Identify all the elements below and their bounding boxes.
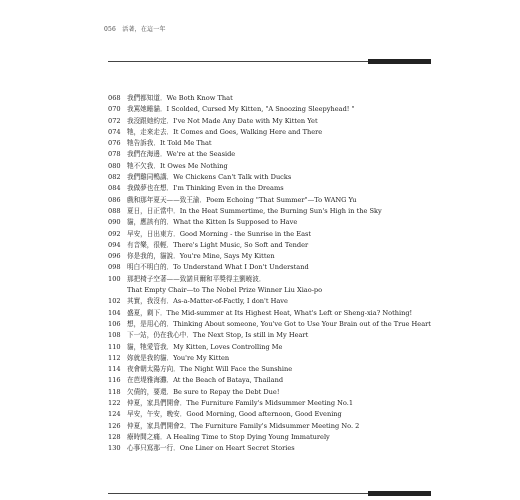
toc-title: 你是我的，貓說．You're Mine, Says My Kitten bbox=[127, 252, 275, 261]
toc-title: 仲夏，家具們開會．The Furniture Family's Midsummer Meeting No.1 bbox=[127, 399, 354, 408]
toc-entry bbox=[108, 432, 438, 443]
toc-page-number: 126 bbox=[108, 421, 121, 430]
toc-page-number: 106 bbox=[108, 319, 121, 328]
top-rule-accent bbox=[368, 59, 431, 64]
toc-page-number: 098 bbox=[108, 263, 121, 272]
toc-title-continued: That Empty Chair—to The Nobel Prize Winner Liu Xiao-po bbox=[127, 286, 323, 295]
toc-entry bbox=[108, 138, 438, 149]
toc-title: 盛夏，剩下．The Mid-summer at Its Highest Heat, What's Left or Sheng-xia? Nothing! bbox=[127, 308, 413, 317]
toc-page-number: 108 bbox=[108, 331, 121, 340]
toc-title: 我做夢也在想．I'm Thinking Even in the Dreams bbox=[127, 184, 284, 193]
toc-entry bbox=[108, 229, 438, 240]
toc-page-number: 078 bbox=[108, 150, 121, 159]
toc-title: 心事只寫那一行．One Liner on Heart Secret Stories bbox=[127, 444, 295, 453]
toc-page-number: 070 bbox=[108, 105, 121, 114]
toc-title: 仲夏，家具們開會2．The Furniture Family's Midsummer Meeting No. 2 bbox=[127, 421, 360, 430]
toc-title: 下一站，仍在我心中．The Next Stop, Is still in My Heart bbox=[127, 331, 309, 340]
toc-page-number: 118 bbox=[108, 387, 121, 396]
toc-title: 明白不明白的．To Understand What I Don't Understand bbox=[127, 263, 309, 272]
toc-entry bbox=[108, 161, 438, 172]
toc-title: 妳就是我的貓．You're My Kitten bbox=[127, 353, 230, 362]
toc-title: 我們都知道．We Both Know That bbox=[127, 94, 233, 102]
toc-page-number: 100 bbox=[108, 274, 121, 283]
toc-page-number: 114 bbox=[108, 365, 121, 374]
toc-entry bbox=[108, 398, 438, 409]
toc-title: 貓，應該有的．What the Kitten Is Supposed to Have bbox=[127, 218, 298, 227]
toc-page-number: 090 bbox=[108, 218, 121, 227]
toc-page-number: 082 bbox=[108, 173, 121, 182]
toc-page-number: 074 bbox=[108, 127, 121, 136]
toc-title: 我沒跟她約定．I've Not Made Any Date with My Kitten Yet bbox=[127, 116, 318, 125]
toc-page-number: 112 bbox=[108, 353, 121, 362]
toc-entry bbox=[108, 296, 438, 307]
toc-title: 欠債的，要還．Be sure to Repay the Debt Due! bbox=[127, 387, 280, 396]
toc-entry bbox=[108, 251, 438, 262]
toc-page-number: 080 bbox=[108, 161, 121, 170]
toc-title: 那把椅子空著——致諾貝爾和平獎得主劉曉波． bbox=[127, 274, 266, 283]
toc-title: 牠，走來走去．It Comes and Goes, Walking Here and There bbox=[127, 127, 323, 136]
toc-title: 療時間之痛．A Healing Time to Stop Dying Young Immaturely bbox=[127, 432, 330, 441]
toc-entry bbox=[108, 319, 438, 330]
toc-entry bbox=[108, 342, 438, 353]
toc-entry bbox=[108, 127, 438, 138]
toc-title: 我們雞同鴨講．We Chickens Can't Talk with Ducks bbox=[127, 173, 292, 182]
toc-title: 夜會朝太陽方向．The Night Will Face the Sunshine bbox=[127, 365, 293, 374]
toc-page-number: 128 bbox=[108, 432, 121, 441]
running-header: 056 活著，在這一年 bbox=[104, 26, 166, 33]
toc-entry bbox=[108, 308, 438, 319]
toc-title: 有音樂，很輕．There's Light Music, So Soft and Tender bbox=[127, 240, 309, 249]
toc-page-number: 116 bbox=[108, 376, 121, 385]
toc-entry bbox=[108, 195, 438, 206]
toc-entry bbox=[108, 206, 438, 217]
toc-page-number: 072 bbox=[108, 116, 121, 125]
toc-title: 早安，日出東方．Good Morning - the Sunrise in the East bbox=[127, 229, 312, 238]
toc-title: 早安，午安，晚安．Good Morning, Good afternoon, Good Evening bbox=[127, 410, 342, 419]
toc-title: 我們在海邊．We're at the Seaside bbox=[127, 150, 236, 159]
toc-title: 牠不欠我．It Owes Me Nothing bbox=[127, 161, 228, 170]
toc-entry bbox=[108, 443, 438, 454]
toc-page-number: 068 bbox=[108, 94, 121, 102]
toc-page-number: 122 bbox=[108, 399, 121, 408]
toc-page-number: 102 bbox=[108, 297, 121, 306]
toc-page-number: 092 bbox=[108, 229, 121, 238]
toc-page-number: 104 bbox=[108, 308, 121, 317]
toc-title: 其實，我沒有．As-a-Matter-of-Factly, I don't Have bbox=[127, 297, 288, 306]
toc-entry bbox=[108, 262, 438, 273]
toc-entry bbox=[108, 353, 438, 364]
toc-entry-continuation bbox=[108, 285, 438, 296]
toc-title: 戲和那年夏天——致王渝．Poem Echoing "That Summer"—To WANG Yu bbox=[127, 195, 357, 204]
toc-entry bbox=[108, 375, 438, 386]
toc-page-number: 130 bbox=[108, 444, 121, 453]
toc-entry bbox=[108, 409, 438, 420]
toc-title: 想，是用心的．Thinking About someone, You've Got to Use Your Brain out of the True Heart bbox=[127, 319, 431, 328]
toc-title: 夏日，日正當中．In the Heat Summertime, the Burning Sun's High in the Sky bbox=[127, 206, 382, 215]
toc-page-number: 094 bbox=[108, 240, 121, 249]
toc-page-number: 124 bbox=[108, 410, 121, 419]
toc-entry bbox=[108, 387, 438, 398]
toc-entry bbox=[108, 93, 438, 104]
toc-page-number: 076 bbox=[108, 139, 121, 148]
toc-entry bbox=[108, 330, 438, 341]
toc-page-number: 086 bbox=[108, 195, 121, 204]
toc-title: 貓，牠愛管我．My Kitten, Loves Controlling Me bbox=[127, 342, 283, 351]
toc-page-number: 096 bbox=[108, 252, 121, 261]
toc-entry bbox=[108, 217, 438, 228]
toc-entry bbox=[108, 421, 438, 432]
toc-title: 在芭堤雅海灘．At the Beach of Bataya, Thailand bbox=[127, 376, 284, 385]
toc-entry bbox=[108, 274, 438, 285]
bottom-rule-accent bbox=[368, 491, 431, 496]
toc-entry bbox=[108, 183, 438, 194]
toc-title: 牠告訴我．It Told Me That bbox=[127, 139, 212, 148]
toc-entry bbox=[108, 240, 438, 251]
toc-entry bbox=[108, 172, 438, 183]
toc-entry bbox=[108, 116, 438, 127]
toc-entry bbox=[108, 149, 438, 160]
table-of-contents bbox=[108, 93, 438, 455]
toc-entry bbox=[108, 104, 438, 115]
toc-page-number: 088 bbox=[108, 206, 121, 215]
toc-page-number: 084 bbox=[108, 184, 121, 193]
toc-page-number: 110 bbox=[108, 342, 121, 351]
toc-title: 我罵她睡貓．I Scolded, Cursed My Kitten, "A Snoozing Sleepyhead! " bbox=[127, 105, 355, 114]
toc-entry bbox=[108, 364, 438, 375]
